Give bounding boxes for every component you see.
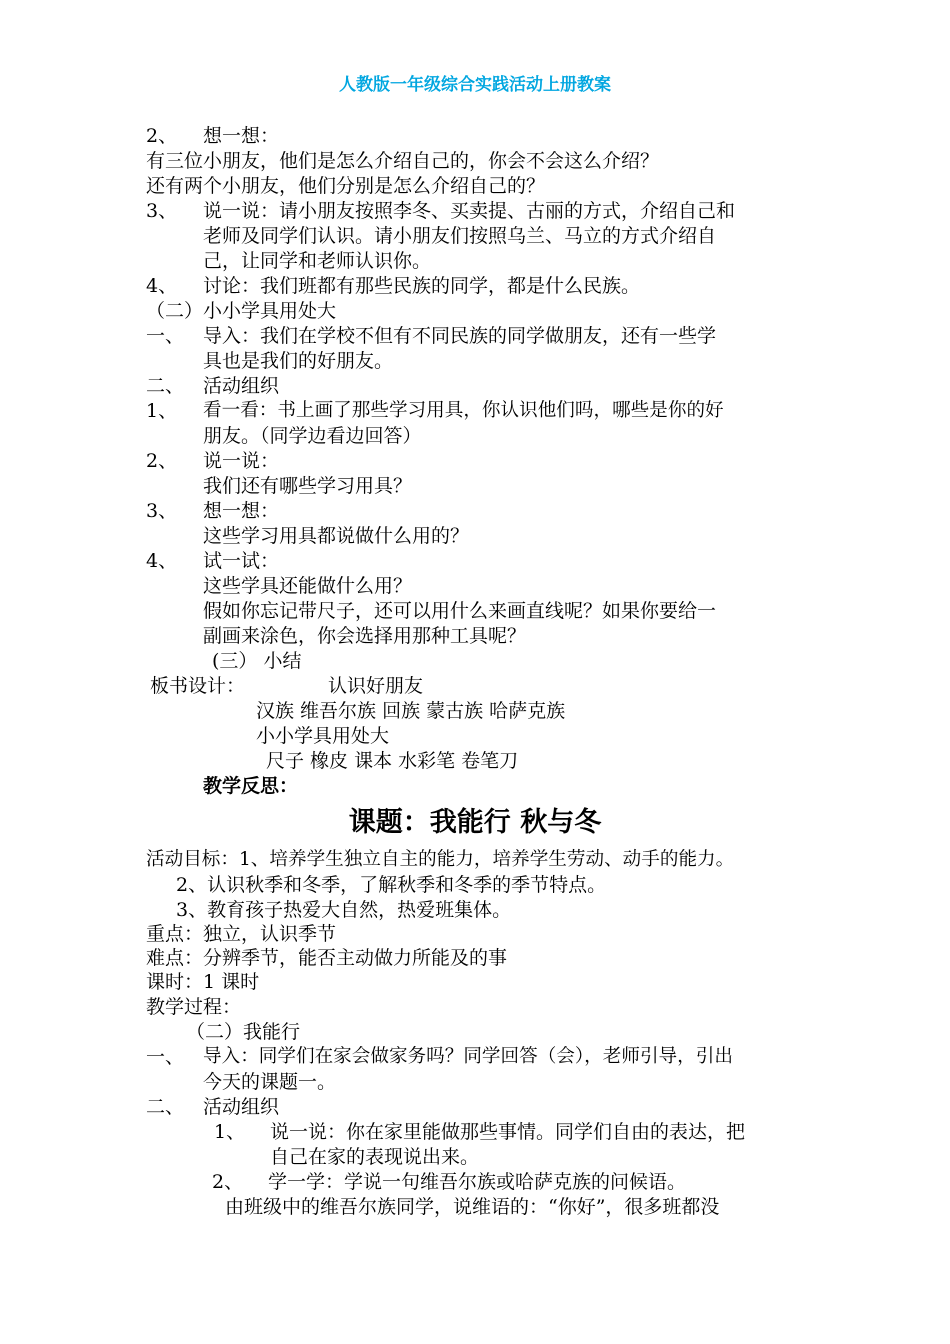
section-heading: （二）小小学具用处大 <box>146 300 337 322</box>
item-number: 2、 <box>146 450 178 472</box>
item-number: 一、 <box>146 1046 185 1068</box>
item-number: 二、 <box>146 375 185 397</box>
goal-line: 活动目标：1、培养学生独立自主的能力，培养学生劳动、动手的能力。 <box>146 849 735 870</box>
item-text: 今天的课题一。 <box>203 1071 337 1093</box>
difficulty: 难点：分辨季节，能否主动做力所能及的事 <box>146 947 508 969</box>
section-heading: （二）我能行 <box>186 1021 301 1043</box>
item-text: 学一学：学说一句维吾尔族或哈萨克族的问候语。 <box>268 1171 687 1193</box>
board-line: 汉族 维吾尔族 回族 蒙古族 哈萨克族 <box>256 700 566 722</box>
item-text: 朋友。（同学边看边回答） <box>203 425 422 447</box>
item-text: 这些学具还能做什么用？ <box>203 575 413 597</box>
item-text: 说一说：请小朋友按照李冬、买卖提、古丽的方式，介绍自己和 <box>203 200 736 222</box>
item-text: 副画来涂色，你会选择用那种工具呢？ <box>203 625 527 647</box>
paragraph-line: 有三位小朋友，他们是怎么介绍自己的，你会不会这么介绍？ <box>146 150 660 172</box>
item-text: 想一想： <box>203 125 280 147</box>
item-text: 说一说： <box>203 450 280 472</box>
class-hours: 课时：1 课时 <box>146 971 260 993</box>
item-number: 4、 <box>146 275 178 297</box>
item-text: 讨论：我们班都有那些民族的同学，都是什么民族。 <box>203 275 641 297</box>
item-text: 己，让同学和老师认识你。 <box>203 250 432 272</box>
item-number: 2、 <box>146 125 178 147</box>
item-text: 导入：我们在学校不但有不同民族的同学做朋友，还有一些学 <box>203 325 717 347</box>
paragraph-line: 还有两个小朋友，他们分别是怎么介绍自己的？ <box>146 175 546 197</box>
goal-line: 3、教育孩子热爱大自然，热爱班集体。 <box>176 899 512 921</box>
item-number: 4、 <box>146 550 178 572</box>
item-text: 活动组织 <box>203 375 280 397</box>
document-header: 人教版一年级综合实践活动上册教案 <box>339 75 611 95</box>
board-title: 认识好朋友 <box>328 675 424 697</box>
process-label: 教学过程： <box>146 996 242 1018</box>
summary-heading: (三） 小结 <box>212 650 302 672</box>
item-number: 二、 <box>146 1096 185 1118</box>
lesson-title: 课题：我能行 秋与冬 <box>348 807 602 838</box>
board-label: 板书设计： <box>150 675 246 697</box>
paragraph-line: 由班级中的维吾尔族同学，说维语的：“你好”，很多班都没 <box>225 1196 720 1218</box>
item-text: 看一看：书上画了那些学习用具，你认识他们吗，哪些是你的好 <box>203 400 724 421</box>
item-text: 自己在家的表现说出来。 <box>270 1146 480 1168</box>
board-line: 小小学具用处大 <box>256 725 390 747</box>
reflection-label: 教学反思： <box>203 775 299 797</box>
item-text: 想一想： <box>203 500 280 522</box>
item-number: 1、 <box>214 1121 246 1143</box>
item-text: 导入：同学们在家会做家务吗？同学回答（会），老师引导，引出 <box>203 1046 733 1067</box>
board-line: 尺子 橡皮 课本 水彩笔 卷笔刀 <box>266 750 519 772</box>
item-number: 3、 <box>146 500 178 522</box>
item-text: 这些学习用具都说做什么用的？ <box>203 525 470 547</box>
item-number: 2、 <box>212 1171 244 1193</box>
item-number: 3、 <box>146 200 178 222</box>
item-text: 具也是我们的好朋友。 <box>203 350 394 372</box>
item-text: 说一说：你在家里能做那些事情。同学们自由的表达，把 <box>270 1121 746 1143</box>
item-text: 活动组织 <box>203 1096 280 1118</box>
key-point: 重点：独立，认识季节 <box>146 923 337 945</box>
item-text: 试一试： <box>203 550 280 572</box>
item-number: 一、 <box>146 325 185 347</box>
item-text: 我们还有哪些学习用具？ <box>203 475 413 497</box>
item-text: 老师及同学们认识。请小朋友们按照乌兰、马立的方式介绍自 <box>203 225 717 247</box>
item-number: 1、 <box>146 400 178 422</box>
goal-line: 2、认识秋季和冬季，了解秋季和冬季的季节特点。 <box>176 874 607 896</box>
item-text: 假如你忘记带尺子，还可以用什么来画直线呢？如果你要给一 <box>203 600 717 622</box>
